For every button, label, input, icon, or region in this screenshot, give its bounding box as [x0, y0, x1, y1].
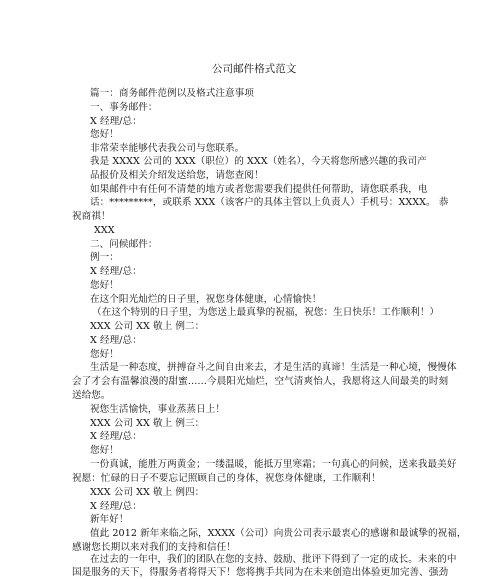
- text-line: XXX 公司 XX 敬上 例四：: [90, 487, 205, 498]
- text-line: 祝您生活愉快，事业蒸蒸日上！: [90, 404, 226, 415]
- text-line: （在这个特别的日子里，为您送上最真挚的祝福，祝您：生日快乐！工作顺利！）: [92, 307, 440, 318]
- text-line: X 经理/总：: [90, 335, 142, 346]
- text-line: 非常荣幸能够代表我公司与您联系。: [90, 143, 245, 154]
- text-line: 国是服务的天下，得服务者将得天下！您将携手共同为在未来创造出体验更加完善、强劲: [72, 567, 449, 578]
- text-line: 生活是一种态度，拼搏奋斗之间自由来去，才是生活的真谛！生活是一种心境，慢慢体: [90, 362, 457, 373]
- text-line: XXX: [94, 225, 115, 236]
- text-line: 您好！: [90, 129, 119, 140]
- text-line: 例一：: [90, 252, 119, 263]
- text-line: 我是 XXXX 公司的 XXX（职位）的 XXX（姓名），今天将您所感兴趣的我司产: [90, 156, 427, 167]
- text-line: 祝商祺！: [72, 211, 111, 222]
- text-line: X 经理/总：: [90, 266, 142, 277]
- text-line: 如果邮件中有任何不清楚的地方或者您需要我们提供任何帮助，请您联系我，电: [90, 184, 428, 195]
- text-line: 祝愿：忙碌的日子不要忘记照顾自己的身体，祝您身体健康，工作顺利！: [72, 473, 381, 484]
- text-line: 您好！: [90, 445, 119, 456]
- text-line: 您好！: [90, 349, 119, 360]
- text-line: 感谢您长期以来对我们的支持和信任！: [72, 542, 236, 553]
- text-line: 一份真诚，能胜万两黄金；一缕温暖，能抵万里寒霜；一句真心的问候，送来我最美好: [90, 459, 457, 470]
- text-line: 在过去的一年中，我们的团队在您的支持、鼓励、批评下得到了一定的成长。未来的中: [90, 554, 457, 565]
- text-line: 值此 2012 新年来临之际，XXXX（公司）向贵公司表示最衷心的感谢和最诚挚的祝福，: [90, 528, 467, 539]
- text-line: 送给您。: [72, 390, 111, 401]
- text-line: 会了才会有温馨浪漫的甜蜜……今晨阳光灿烂，空气清爽怡人，我愿将这人间最美的时刻: [72, 376, 449, 387]
- text-line: X 经理/总：: [90, 431, 142, 442]
- text-line: 二、问候邮件：: [90, 239, 158, 250]
- text-line: 新年好！: [90, 514, 129, 525]
- text-line: 您好！: [90, 280, 119, 291]
- text-line: X 经理/总：: [90, 501, 142, 512]
- text-line: 篇一：商务邮件范例以及格式注意事项: [90, 88, 254, 99]
- text-line: X 经理/总：: [90, 116, 142, 127]
- text-line: 在这个阳光灿烂的日子里，祝您身体健康，心情愉快！: [90, 294, 322, 305]
- text-line: 一、事务邮件：: [90, 102, 158, 113]
- text-line: 话：*********，或联系 XXX（该客户的具体主管以上负责人）手机号：XXXX。 恭: [90, 197, 449, 208]
- text-line: XXX 公司 XX 敬上 例二：: [90, 321, 205, 332]
- text-line: XXX 公司 XX 敬上 例三：: [90, 418, 205, 429]
- text-line: 品报价及相关介绍发送给您，请您查阅！: [90, 170, 264, 181]
- document-title: 公司邮件格式范文: [212, 63, 297, 75]
